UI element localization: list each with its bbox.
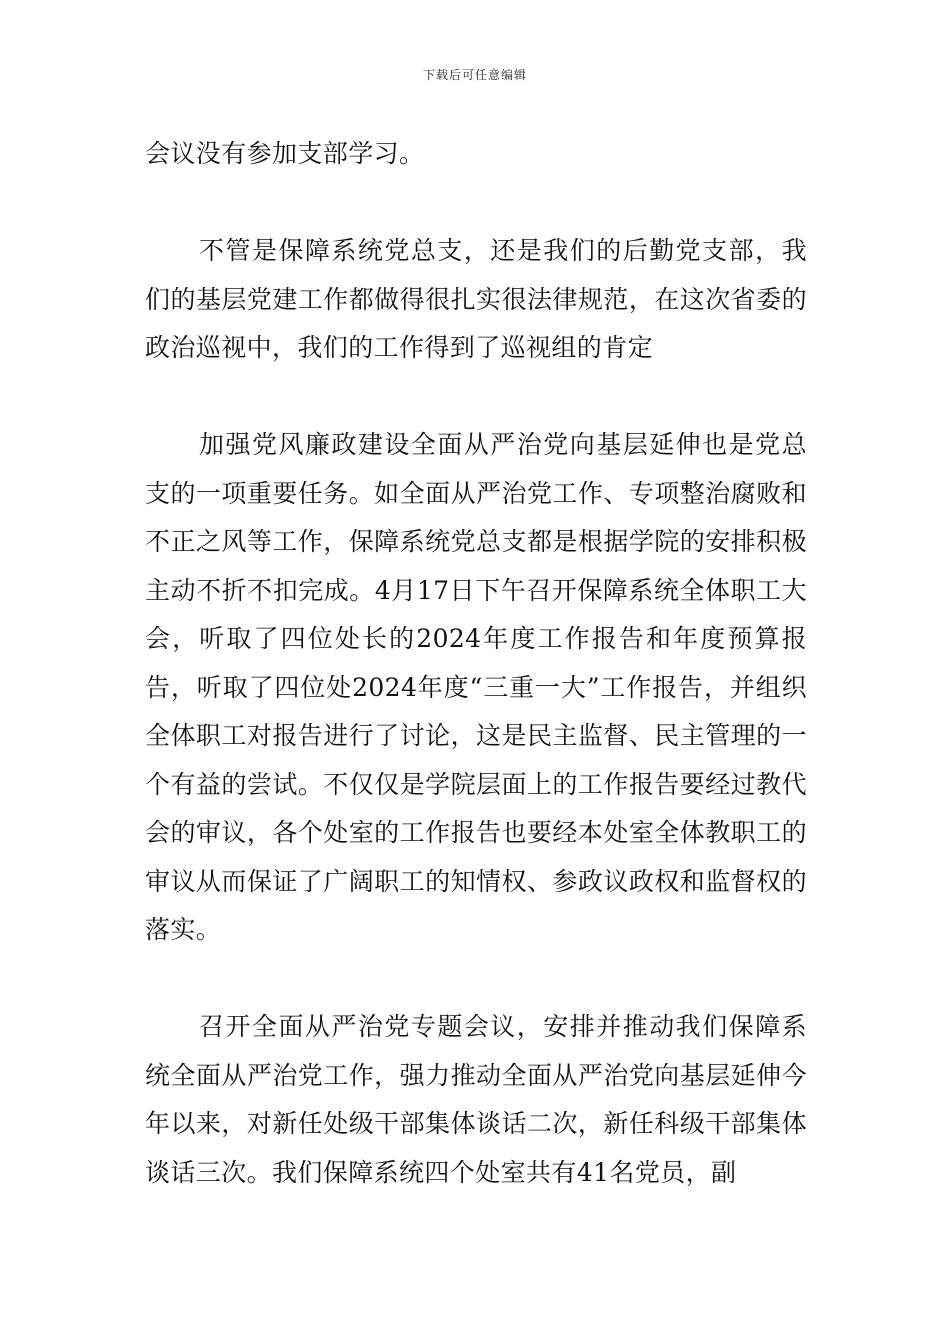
paragraph-1: 会议没有参加支部学习。	[145, 139, 425, 168]
document-body	[145, 130, 807, 1246]
paragraph-2: 不管是保障系统党总支，还是我们的后勤党支部，我们的基层党建工作都做得很扎实很法律规范，在这次省委的政治巡视中，我们的工作得到了巡视组的肯定	[145, 236, 807, 362]
paragraph-4: 召开全面从严治党专题会议，安排并推动我们保障系统全面从严治党工作，强力推动全面从严治党向基层延伸今年以来，对新任处级干部集体谈话二次，新任科级干部集体谈话三次。我们保障系统四个处室共有41名党员，副	[145, 1012, 807, 1187]
paragraph-3: 加强党风廉政建设全面从严治党向基层延伸也是党总支的一项重要任务。如全面从严治党工作、专项整治腐败和不正之风等工作，保障系统党总支都是根据学院的安排积极主动不折不扣完成。4月17日下午召开保障系统全体职工大会，听取了四位处长的2024年度工作报告和年度预算报告，听取了四位处2024年度“三重一大”工作报告，并组织全体职工对报告进行了讨论，这是民主监督、民主管理的一个有益的尝试。不仅仅是学院层面上的工作报告要经过教代会的审议，各个处室的工作报告也要经本处室全体教职工的审议从而保证了广阔职工的知情权、参政议政权和监督权的落实。	[145, 430, 807, 944]
page-header: 下载后可任意编辑	[422, 68, 527, 82]
